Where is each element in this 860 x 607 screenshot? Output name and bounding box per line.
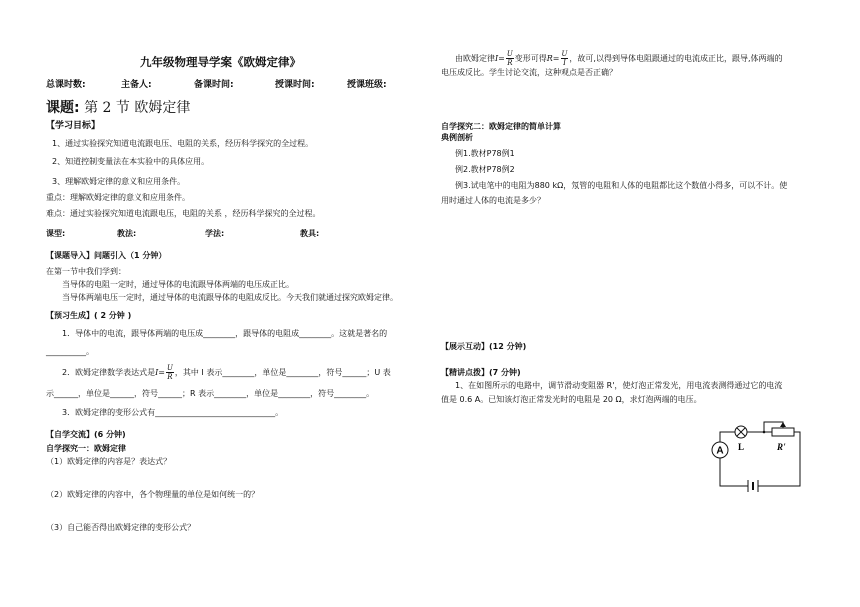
examples-heading: 典例剖析 (441, 133, 473, 142)
para1-text: 由欧姆定律 (455, 54, 495, 63)
fraction-denominator: I (563, 59, 566, 67)
preparer-label: 主备人: (121, 80, 152, 90)
document-title: 九年级物理导学案《欧姆定律》 (140, 55, 301, 69)
formula-fraction (561, 50, 569, 67)
course-type-label: 课型: (46, 229, 66, 238)
teaching-method-label: 教法: (117, 229, 137, 238)
practice-q1: 1、在如图所示的电路中，调节滑动变阻器 R'，使灯泡正常发光，用电流表测得通过它的电流 (455, 381, 783, 390)
circuit-wire (758, 432, 800, 486)
intro-line: 在第一节中我们学到： (46, 267, 126, 276)
preview-q2-text: 2．欧姆定律数学表达式是 (62, 368, 156, 377)
example-3: 例3.试电笔中的电阻为880 kΩ，氖管的电阻和人体的电阻都比这个数值小得多，可以不计。使 (455, 181, 788, 190)
practice-q1-cont: 值是 0.6 A。已知该灯泡正常发光时的电阻是 20 Ω，求灯泡两端的电压。 (441, 395, 702, 404)
intro-line: 当导体两端电压一定时，通过导体的电流跟导体的电阻成反比。今天我们就通过探究欧姆定律。 (62, 293, 398, 302)
goal-item: 3、理解欧姆定律的意义和应用条件。 (52, 177, 186, 186)
para1-text: ，故可,以得到导体电阻跟通过的电流成正比，跟导,体两端的 (569, 54, 783, 63)
rheostat-icon (772, 428, 794, 436)
prep-time-label: 备课时间: (194, 80, 234, 90)
preview-q2-rest: ，其中 I 表示________，单位是________，符号______；U 表 (174, 368, 391, 377)
learning-method-label: 学法: (205, 229, 225, 238)
exchange-heading: 【自学交流】(6 分钟) (46, 430, 126, 439)
preview-q1: 1．导体中的电流，跟导体两端的电压成________，跟导体的电阻成________。这就是著名的 (62, 329, 388, 338)
fraction-numerator: U (166, 364, 173, 372)
exchange-q3: （3）自己能否得出欧姆定律的变形公式？ (46, 523, 196, 532)
right-para1 (455, 50, 783, 67)
fraction-numerator: U (561, 50, 568, 58)
junction-dot (763, 431, 766, 434)
preview-q1-cont: __________。 (46, 347, 94, 356)
teaching-aids-label: 教具: (300, 229, 320, 238)
fraction-denominator: R (167, 373, 173, 381)
para1-text: 变形可得 (514, 54, 547, 63)
formula-r: R= (546, 54, 560, 63)
exchange-q1: （1）欧姆定律的内容是？表达式？ (46, 457, 172, 466)
preview-q3: 3．欧姆定律的变形公式有______________________________。 (62, 408, 284, 417)
formula-i: I= (495, 54, 505, 63)
lesson-topic (46, 97, 190, 117)
intro-line: 当导体的电阻一定时，通过导体的电流跟导体两端的电压成正比。 (62, 280, 294, 289)
circuit-wire (720, 432, 736, 442)
preview-heading: 【预习生成】( 2 分钟 ) (46, 311, 132, 320)
preview-q2 (62, 364, 391, 381)
total-hours-label: 总课时数: (46, 80, 86, 90)
teach-class-label: 授课班级: (347, 80, 387, 90)
topic-name: 第 2 节 欧姆定律 (84, 100, 191, 116)
practice-heading: 【精讲点拨】(7 分钟) (441, 368, 521, 377)
formula-fraction (506, 50, 514, 67)
lamp-label: L (738, 442, 745, 452)
topic-label: 课题: (46, 100, 80, 116)
right-para1-cont: 电压成反比。学生讨论交流，这种观点是否正确？ (441, 68, 617, 77)
teach-time-label: 授课时间: (275, 80, 315, 90)
ohm-formula: I= (155, 368, 165, 377)
show-heading: 【展示互动】(12 分钟) (441, 342, 527, 351)
key-point: 重点：理解欧姆定律的意义和应用条件。 (46, 193, 190, 202)
exchange-q2: （2）欧姆定律的内容中，各个物理量的单位是如何统一的？ (46, 490, 260, 499)
formula-fraction (166, 364, 174, 381)
fraction-numerator: U (506, 50, 513, 58)
example-3-cont: 用时通过人体的电流是多少？ (441, 196, 545, 205)
circuit-wire (720, 458, 748, 486)
rheostat-label: R' (777, 442, 786, 452)
fraction-denominator: R (507, 59, 513, 67)
explore2-heading: 自学探究二：欧姆定律的简单计算 (441, 122, 561, 131)
circuit-diagram (700, 418, 818, 502)
preview-q2-cont: 示______，单位是______，符号______；R 表示________，单位是________，符号________。 (46, 389, 375, 398)
slider-arrow-icon (780, 422, 786, 427)
difficulty: 难点：通过实验探究知道电流跟电压，电阻的关系 ，经历科学探究的全过程。 (46, 209, 321, 218)
example-1: 例1.教材P78例1 (455, 149, 515, 158)
goals-heading: 【学习目标】 (46, 121, 101, 131)
ammeter-label: A (716, 445, 724, 457)
goal-item: 1、通过实验探究知道电流跟电压、电阻的关系，经历科学探究的全过程。 (52, 139, 314, 148)
example-2: 例2.教材P78例2 (455, 165, 515, 174)
explore1-heading: 自学探究一：欧姆定律 (46, 444, 126, 453)
goal-item: 2、知道控制变量法在本实验中的具体应用。 (52, 157, 210, 166)
intro-heading: 【课题导入】问题引入（1 分钟） (46, 251, 167, 260)
